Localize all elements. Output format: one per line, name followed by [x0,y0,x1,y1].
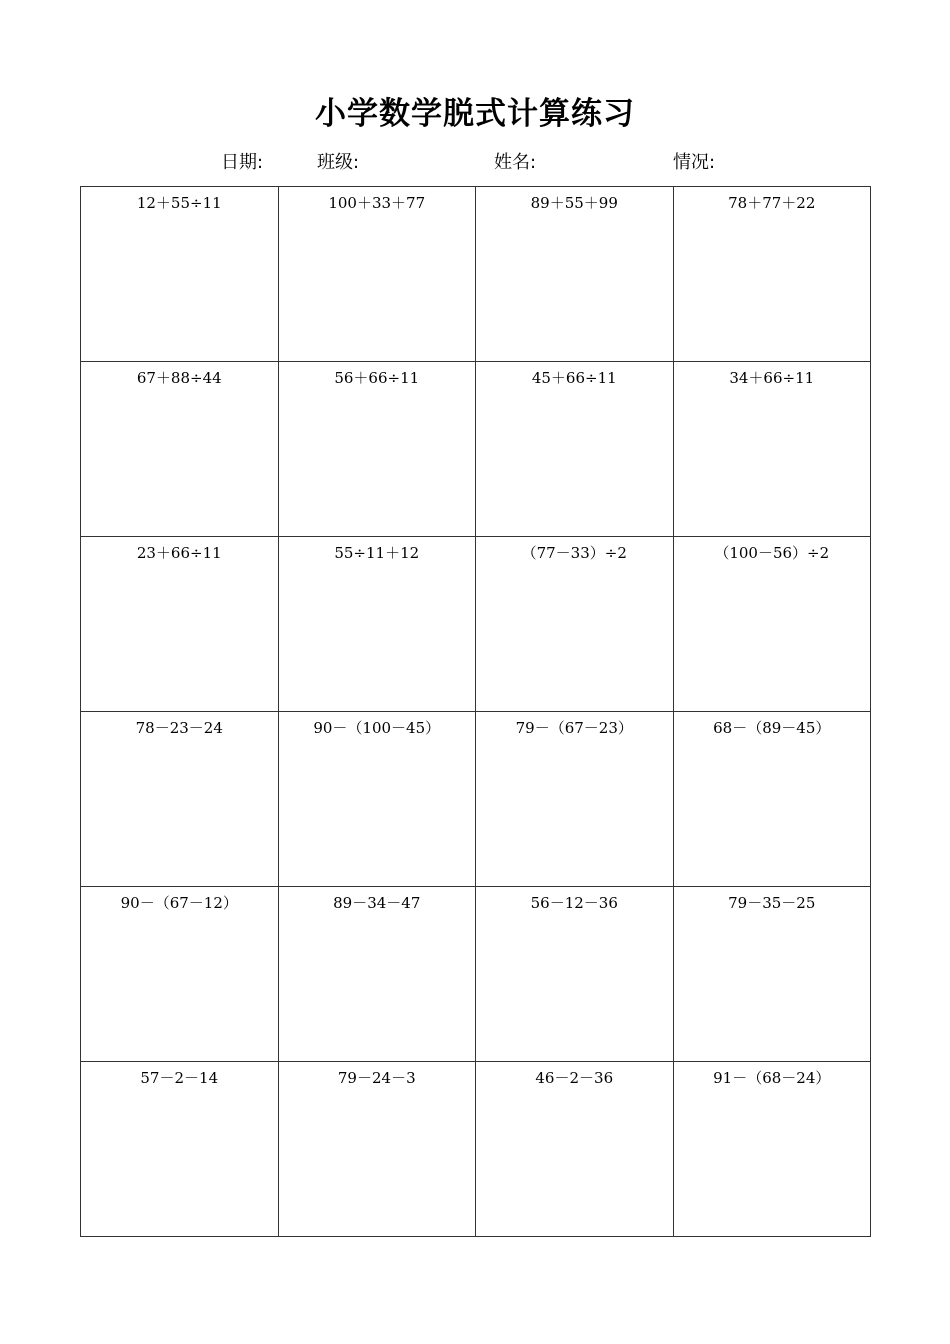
problem-cell [279,537,477,712]
problem-cell [81,362,279,537]
problem-cell [476,187,674,362]
problem-expression: 90－（67－12） [120,894,238,912]
problem-expression: 100＋33＋77 [328,194,426,212]
status-label: 情况: [673,152,716,173]
problem-cell [279,712,477,887]
problem-expression: 34＋66÷11 [729,369,815,387]
problem-cell [674,887,872,1062]
problem-expression: 12＋55÷11 [136,194,222,212]
problem-expression: 56＋66÷11 [334,369,420,387]
problem-cell [674,1062,872,1237]
worksheet-title: 小学数学脱式计算练习 [315,96,635,132]
problem-expression: 89＋55＋99 [530,194,618,212]
problem-cell [279,362,477,537]
problem-expression: 67＋88÷44 [136,369,222,387]
problem-cell [674,537,872,712]
problem-expression: 23＋66÷11 [136,544,222,562]
problem-expression: 90－（100－45） [313,719,441,737]
problem-expression: 55÷11＋12 [334,544,420,562]
problem-cell [279,187,477,362]
problem-cell [279,887,477,1062]
problem-expression: 78－23－24 [135,719,223,737]
problem-expression: 89－34－47 [333,894,421,912]
problem-expression: 91－（68－24） [713,1069,831,1087]
date-label: 日期: [221,152,264,173]
problem-cell [674,712,872,887]
problem-cell [81,187,279,362]
problem-cell [476,1062,674,1237]
problem-cell [81,1062,279,1237]
problem-expression: 57－2－14 [140,1069,219,1087]
problem-cell [476,537,674,712]
problem-expression: 78＋77＋22 [728,194,816,212]
problem-expression: 56－12－36 [530,894,618,912]
problem-expression: 79－24－3 [337,1069,416,1087]
problem-expression: 68－（89－45） [713,719,831,737]
problem-cell [476,887,674,1062]
problem-cell [279,1062,477,1237]
worksheet-info-row [0,150,950,176]
problem-expression: 46－2－36 [535,1069,614,1087]
problem-expression: （100－56）÷2 [714,544,830,562]
problem-expression: 79－（67－23） [515,719,633,737]
problem-cell [81,887,279,1062]
problem-expression: 79－35－25 [728,894,816,912]
class-label: 班级: [317,152,360,173]
problem-grid [80,186,871,1237]
problem-expression: （77－33）÷2 [521,544,627,562]
problem-cell [674,362,872,537]
problem-expression: 45＋66÷11 [531,369,617,387]
problem-cell [81,712,279,887]
problem-cell [674,187,872,362]
problem-cell [81,537,279,712]
name-label: 姓名: [494,152,537,173]
problem-cell [476,362,674,537]
problem-cell [476,712,674,887]
